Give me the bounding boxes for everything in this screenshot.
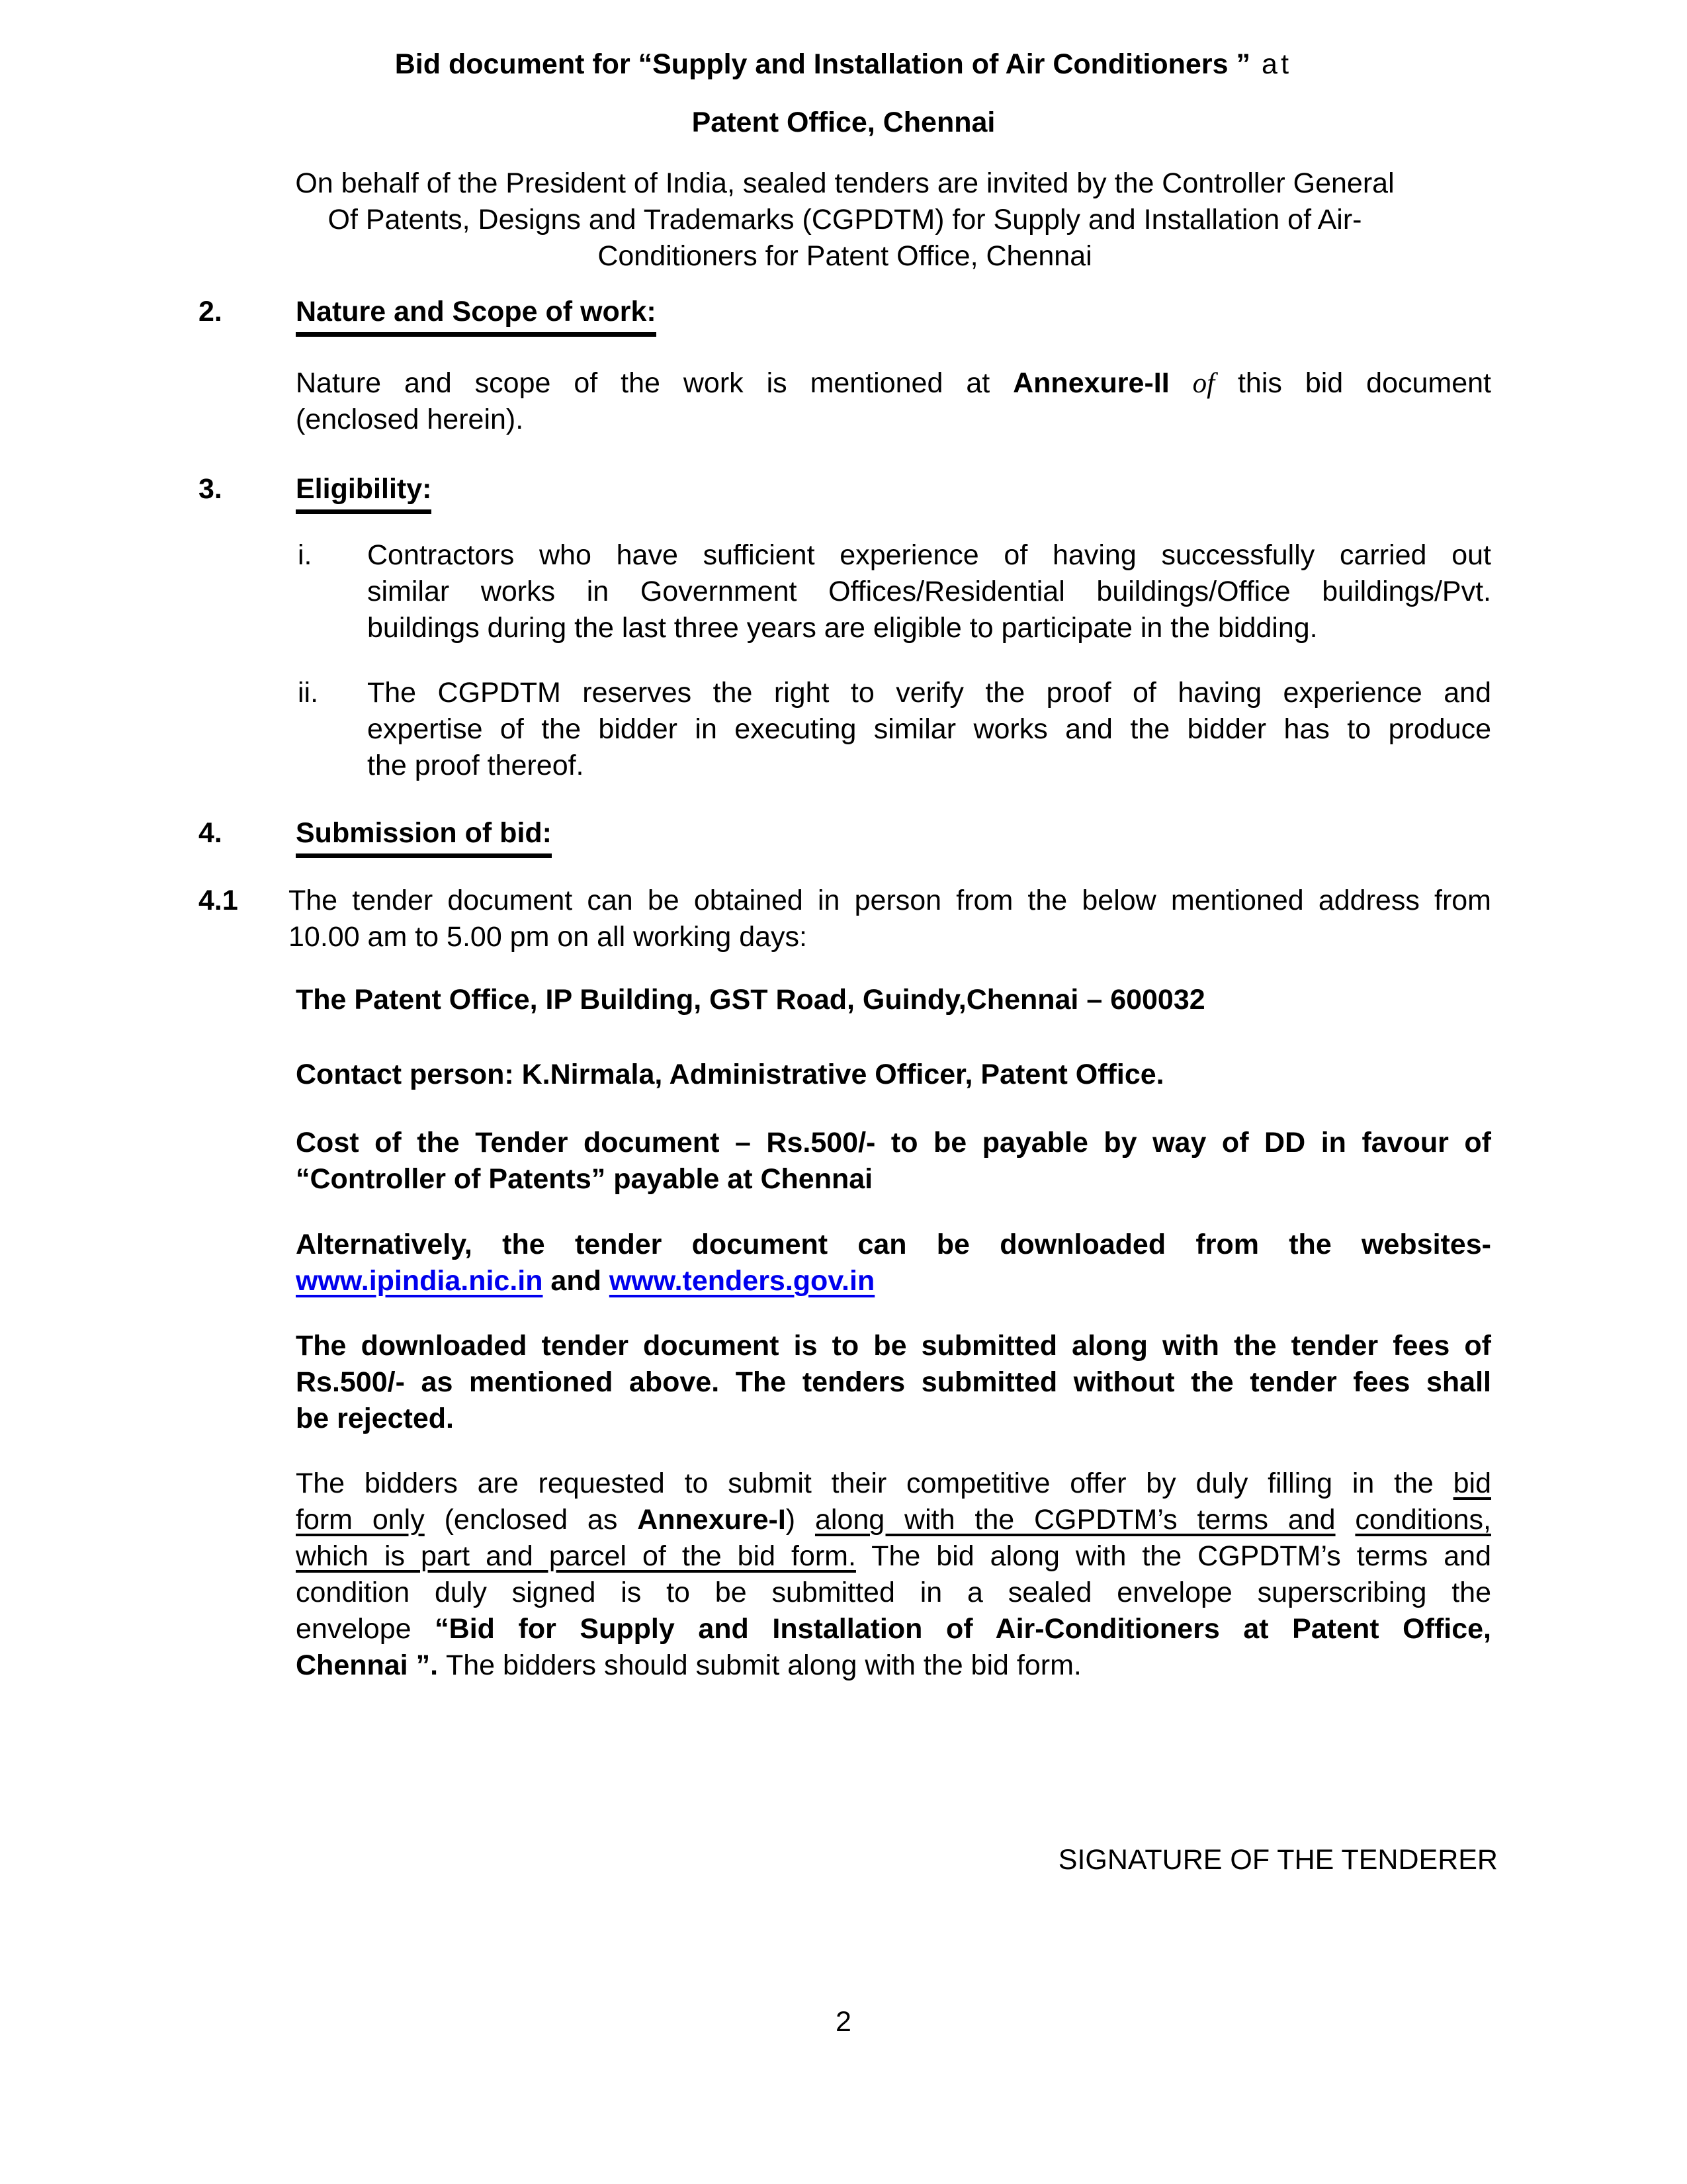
text-line [0, 46, 1687, 83]
text-line [367, 537, 1491, 574]
text-segment: and [542, 1265, 609, 1297]
text-line [296, 402, 1491, 438]
text-segment: Annexure-II [1013, 367, 1170, 399]
item-i-text [367, 537, 1491, 646]
text-line [198, 165, 1491, 202]
text-line [0, 105, 1687, 141]
text-line [296, 1057, 1491, 1093]
text-line [296, 1465, 1491, 1502]
eligibility-item-ii [296, 675, 1491, 784]
text-segment: The tender document can be obtained in person from the below mentioned address from [288, 885, 1491, 916]
text-line [367, 574, 1491, 610]
eligibility-item-i [296, 537, 1491, 646]
text-segment: The bidders are requested to submit their competitive offer by duly filling in the [296, 1467, 1453, 1499]
text-segment: envelope [296, 1613, 435, 1645]
clause-4-1 [198, 883, 1491, 955]
website-link[interactable]: www.tenders.gov.in [609, 1265, 875, 1297]
text-line [296, 1611, 1491, 1647]
text-segment: On behalf of the President of India, sealed tenders are invited by the Controller General [295, 167, 1395, 199]
text-segment: The bidders should submit along with the bid form. [445, 1649, 1082, 1681]
section-2-number: 2. [198, 296, 222, 328]
text-segment: Patent Office, Chennai [691, 107, 996, 138]
text-segment: The bid along with the CGPDTM’s terms and [855, 1540, 1491, 1572]
section-4-number: 4. [198, 817, 222, 849]
text-line [296, 1401, 1491, 1437]
text-segment [1170, 367, 1193, 399]
text-segment: (enclosed as [424, 1504, 638, 1536]
text-segment: Conditioners for Patent Office, Chennai [597, 240, 1092, 272]
intro-paragraph [198, 165, 1491, 275]
text-segment: buildings during the last three years are eligible to participate in the bidding. [367, 612, 1318, 644]
text-segment: ) [785, 1504, 815, 1536]
text-segment: along with the CGPDTM’s terms and [814, 1504, 1336, 1536]
text-segment: 10.00 am to 5.00 pm on all working days: [288, 921, 807, 953]
bidders-submission-paragraph [296, 1465, 1491, 1684]
document-title-line-2 [0, 105, 1687, 141]
clause-4-1-number: 4.1 [198, 885, 238, 916]
section-2-heading: Nature and Scope of work: [296, 294, 656, 337]
text-segment [1336, 1504, 1356, 1536]
item-ii-number: ii. [298, 677, 319, 709]
text-segment: Annexure-I [637, 1504, 786, 1536]
text-segment: condition duly signed is to be submitted in a sealed envelope superscribing the [296, 1577, 1491, 1608]
text-segment: ” [1236, 48, 1250, 80]
page-number: 2 [836, 2006, 851, 2038]
nature-scope-paragraph [296, 365, 1491, 438]
text-line [296, 1263, 1491, 1299]
text-line [367, 610, 1491, 646]
tender-address [296, 982, 1491, 1018]
section-2-heading-row [198, 294, 1491, 337]
downloaded-tender-paragraph [296, 1328, 1491, 1437]
text-segment: bid [1453, 1467, 1491, 1499]
text-segment: this bid document [1215, 367, 1491, 399]
text-segment: Alternatively, the tender document can be downloaded from the websites- [296, 1229, 1491, 1260]
text-line [296, 1364, 1491, 1401]
text-line [296, 1538, 1491, 1575]
item-i-number: i. [298, 539, 312, 571]
text-segment: Contact person: K.Nirmala, Administrative Officer, Patent Office. [296, 1059, 1164, 1090]
text-line [198, 202, 1491, 238]
text-line [296, 1502, 1491, 1538]
text-segment: The Patent Office, IP Building, GST Road, Guindy,Chennai – 600032 [296, 984, 1205, 1016]
text-segment: (enclosed herein). [296, 404, 524, 435]
text-segment: Of Patents, Designs and Trademarks (CGPDTM) for Supply and Installation of Air- [327, 204, 1362, 236]
item-ii-text [367, 675, 1491, 784]
tender-cost-paragraph [296, 1125, 1491, 1198]
text-segment: conditions, [1355, 1504, 1491, 1536]
text-line [367, 748, 1491, 784]
section-3-number: 3. [198, 473, 222, 505]
text-segment: form only [296, 1504, 425, 1536]
text-segment: Chennai [296, 1649, 416, 1681]
text-segment: Supply and Installation of Air-Conditioners at Patent Office, [580, 1613, 1491, 1645]
text-segment: the proof thereof. [367, 750, 584, 781]
text-segment: “Controller of Patents” payable at Chennai [296, 1163, 873, 1195]
text-segment: ”. [415, 1649, 446, 1681]
text-segment: Nature and scope of the work is mentioned at [296, 367, 1014, 399]
text-segment: be rejected. [296, 1403, 454, 1434]
section-3-heading: Eligibility: [296, 471, 431, 514]
text-line [296, 1125, 1491, 1161]
website-link[interactable]: www.ipindia.nic.in [296, 1265, 543, 1297]
text-segment: The CGPDTM reserves the right to verify the proof of having experience and [367, 677, 1491, 709]
clause-4-1-text [288, 883, 1491, 955]
text-segment: which is part and parcel of the bid form. [296, 1540, 856, 1572]
section-3-heading-row [198, 471, 1491, 514]
text-line [296, 1227, 1491, 1263]
text-segment: Cost of the Tender document – Rs.500/- to be payable by way of DD in favour of [296, 1127, 1491, 1158]
text-line [288, 883, 1491, 919]
text-segment: of [1192, 368, 1215, 399]
text-segment: The downloaded tender document is to be submitted along with the tender fees of [296, 1330, 1491, 1362]
text-segment: similar works in Government Offices/Residential buildings/Office buildings/Pvt. [367, 576, 1491, 607]
text-segment: expertise of the bidder in executing similar works and the bidder has to produce [367, 713, 1491, 745]
text-line [296, 1647, 1491, 1684]
document-title-line-1 [0, 46, 1687, 83]
text-line [296, 982, 1491, 1018]
contact-person [296, 1057, 1491, 1093]
text-segment: Bid document for “Supply and Installation of Air Conditioners [394, 48, 1236, 80]
section-4-heading: Submission of bid: [296, 815, 552, 858]
text-line [367, 711, 1491, 748]
text-line [288, 919, 1491, 955]
text-segment: “Bid for [435, 1613, 580, 1645]
signature-line: SIGNATURE OF THE TENDERER [1058, 1844, 1498, 1876]
text-segment: Contractors who have sufficient experience of having successfully carried out [367, 539, 1491, 571]
text-line [296, 1328, 1491, 1364]
text-segment: at [1250, 48, 1293, 80]
text-line [296, 365, 1491, 402]
section-4-heading-row [198, 815, 1491, 858]
text-line [296, 1575, 1491, 1611]
text-line [296, 1161, 1491, 1198]
text-segment: Rs.500/- as mentioned above. The tenders submitted without the tender fees shall [296, 1366, 1491, 1398]
download-websites-paragraph [296, 1227, 1491, 1299]
text-line [198, 238, 1491, 275]
text-line [367, 675, 1491, 711]
